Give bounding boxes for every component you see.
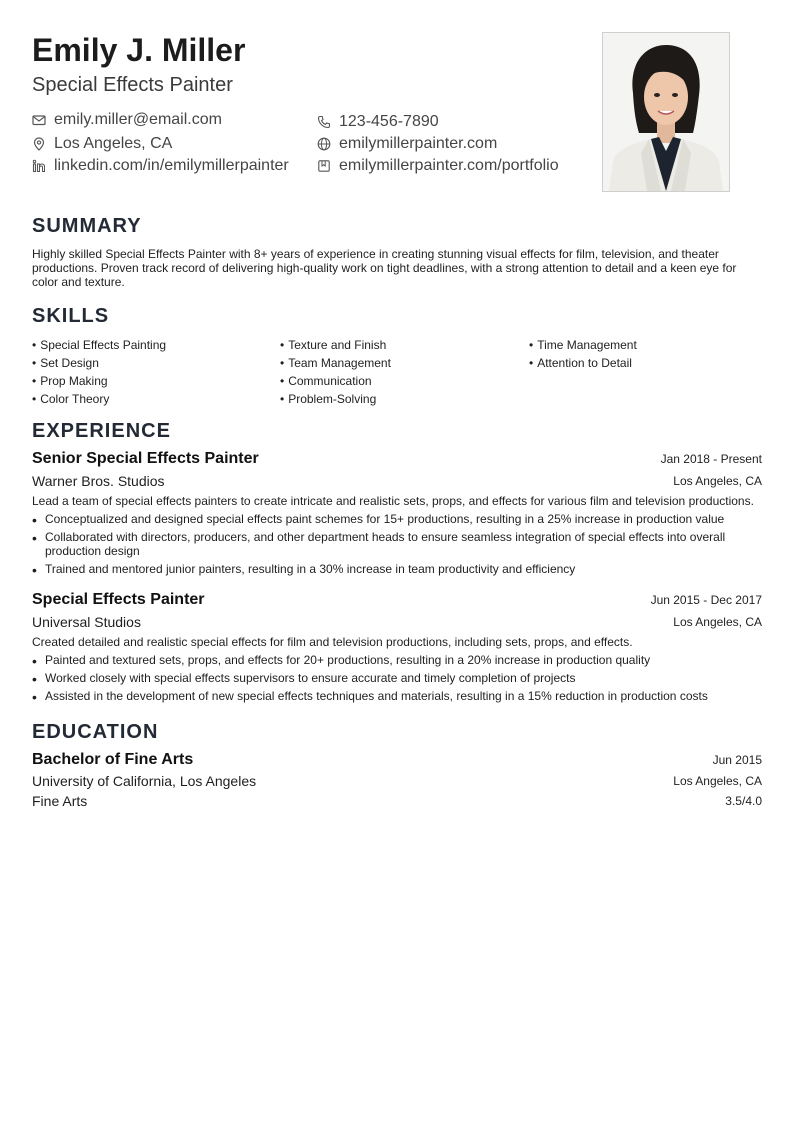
contact-linkedin-text: linkedin.com/in/emilymillerpainter <box>54 157 289 174</box>
degree: Bachelor of Fine Arts <box>32 751 194 768</box>
contact-email[interactable] <box>32 110 222 130</box>
experience-section <box>32 419 762 707</box>
contact-website-text: emilymillerpainter.com <box>339 135 498 152</box>
contact-portfolio-text: emilymillerpainter.com/portfolio <box>339 157 559 174</box>
education-date: Jun 2015 <box>712 753 762 767</box>
skill-item: • Texture and Finish <box>280 338 387 352</box>
phone-icon <box>317 115 331 129</box>
mail-icon <box>32 113 46 127</box>
contact-phone[interactable] <box>317 112 439 132</box>
contact-linkedin[interactable] <box>32 156 289 176</box>
skill-item: • Prop Making <box>32 374 108 388</box>
job-title: Special Effects Painter <box>32 591 205 608</box>
job-description: Lead a team of special effects painters to create intricate and realistic sets, props, and effects for various film and television productions. <box>32 494 754 508</box>
skill-item: • Attention to Detail <box>529 356 632 370</box>
job-company: Warner Bros. Studios <box>32 473 165 489</box>
summary-text: Highly skilled Special Effects Painter with 8+ years of experience in creating stunning visual effects for film, television, and theater productions. Proven track record of delivering high-quality work on tight deadlines, with a strong attention to detail and a keen eye for color and texture. <box>32 247 737 289</box>
list-item: • Collaborated with directors, producers, and other department heads to ensure seamless integration of special effects into overall production design <box>32 530 762 558</box>
job-description: Created detailed and realistic special effects for film and television productions, including sets, props, and effects. <box>32 635 633 649</box>
list-item: • Conceptualized and designed special effects paint schemes for 15+ productions, resulting in a 25% increase in production value <box>32 512 762 526</box>
education-section <box>32 720 762 811</box>
job-entry <box>32 590 762 703</box>
list-item: • Assisted in the development of new special effects techniques and materials, resulting in a 15% reduction in production costs <box>32 689 762 703</box>
skill-item: • Special Effects Painting <box>32 338 167 352</box>
job-location: Los Angeles, CA <box>673 615 762 629</box>
education-entry <box>32 750 762 811</box>
portrait-illustration <box>603 33 729 191</box>
job-dates: Jun 2015 - Dec 2017 <box>650 593 762 607</box>
contact-location <box>32 134 172 154</box>
job-company: Universal Studios <box>32 614 141 630</box>
job-title: Senior Special Effects Painter <box>32 450 259 467</box>
linkedin-icon <box>32 159 46 173</box>
candidate-title: Special Effects Painter <box>32 74 233 96</box>
contact-portfolio[interactable] <box>317 156 559 176</box>
contact-website[interactable] <box>317 134 497 154</box>
location-icon <box>32 137 46 151</box>
skill-item: • Time Management <box>529 338 637 352</box>
summary-heading: SUMMARY <box>32 215 142 237</box>
education-location: Los Angeles, CA <box>673 774 762 788</box>
job-bullets <box>32 653 762 703</box>
contact-email-text: emily.miller@email.com <box>54 111 222 128</box>
list-item: • Trained and mentored junior painters, resulting in a 30% increase in team productivity and efficiency <box>32 562 762 576</box>
job-bullets <box>32 512 762 576</box>
education-heading: EDUCATION <box>32 721 159 743</box>
field-of-study: Fine Arts <box>32 793 88 809</box>
job-dates: Jan 2018 - Present <box>660 452 762 466</box>
skill-item: • Set Design <box>32 356 99 370</box>
gpa: 3.5/4.0 <box>725 794 762 808</box>
contact-location-text: Los Angeles, CA <box>54 135 173 152</box>
profile-photo <box>602 32 730 192</box>
list-item: • Worked closely with special effects supervisors to ensure accurate and timely completion of projects <box>32 671 762 685</box>
skill-item: • Team Management <box>280 356 391 370</box>
skills-heading: SKILLS <box>32 305 110 327</box>
skill-item: • Problem-Solving <box>280 392 377 406</box>
skill-item: • Color Theory <box>32 392 110 406</box>
job-entry <box>32 449 762 576</box>
summary-section <box>32 214 762 289</box>
list-item: • Painted and textured sets, props, and effects for 20+ productions, resulting in a 20% increase in production quality <box>32 653 762 667</box>
experience-heading: EXPERIENCE <box>32 420 171 442</box>
skills-section <box>32 304 762 408</box>
candidate-name: Emily J. Miller <box>32 32 246 68</box>
school: University of California, Los Angeles <box>32 773 257 789</box>
contact-phone-text: 123-456-7890 <box>339 113 439 130</box>
job-location: Los Angeles, CA <box>673 474 762 488</box>
skill-item: • Communication <box>280 374 372 388</box>
globe-icon <box>317 137 331 151</box>
skills-grid <box>32 336 762 408</box>
portfolio-icon <box>317 159 331 173</box>
